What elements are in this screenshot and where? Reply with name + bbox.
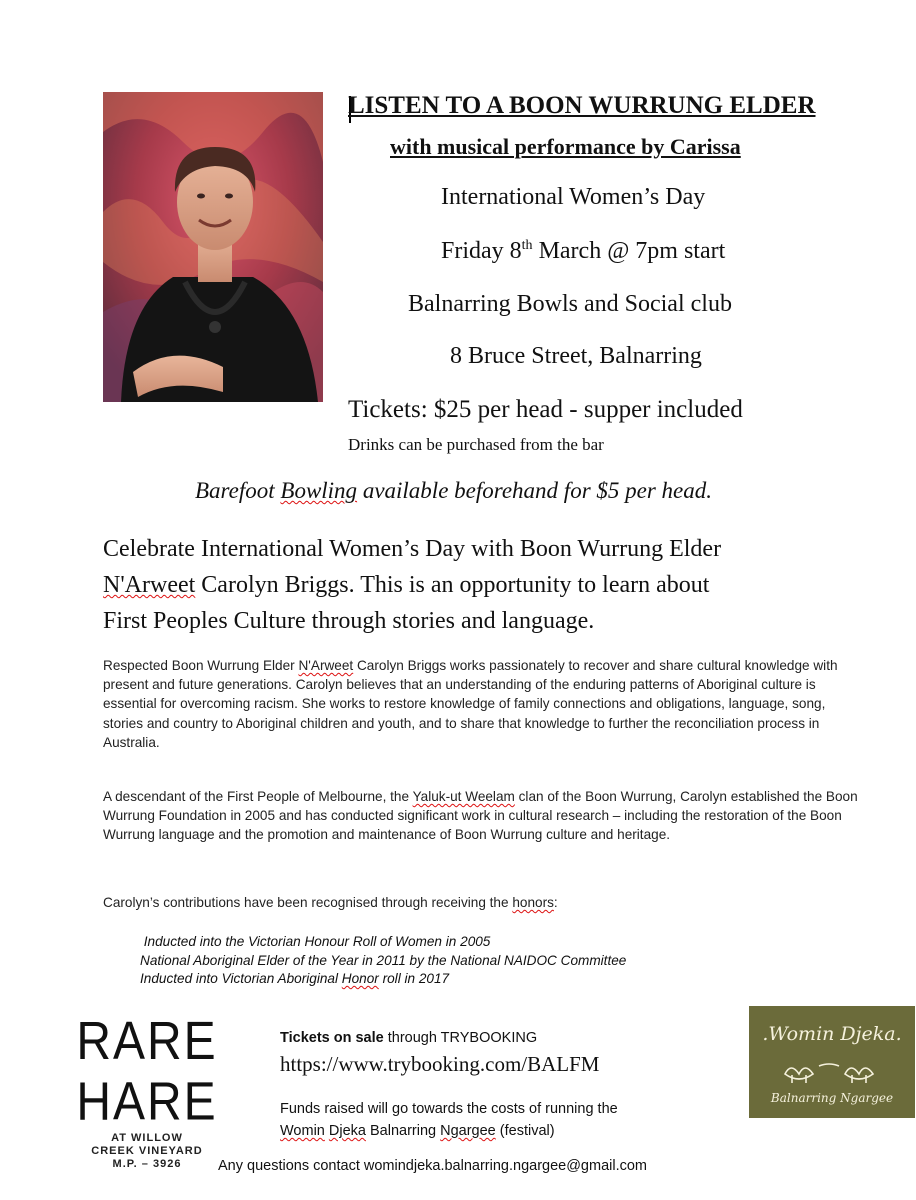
funds-mid: Balnarring bbox=[365, 1123, 441, 1139]
barefoot-word: Barefoot bbox=[195, 478, 275, 503]
event-address: 8 Bruce Street, Balnarring bbox=[450, 343, 702, 369]
funds-word-djeka: Djeka bbox=[328, 1123, 366, 1139]
tickets-on-sale bbox=[280, 1030, 537, 1046]
drinks-note: Drinks can be purchased from the bar bbox=[348, 435, 604, 454]
trybooking-link[interactable]: https://www.trybooking.com/BALFM bbox=[280, 1052, 600, 1076]
womin-djeka-logo bbox=[749, 1006, 915, 1118]
elder-portrait-photo bbox=[103, 92, 323, 402]
honor-3-start: Inducted into Victorian Aboriginal bbox=[140, 971, 342, 987]
funds-end: (festival) bbox=[495, 1123, 555, 1139]
honor-3-end: roll in 2017 bbox=[378, 971, 450, 987]
bio-p3-end: : bbox=[553, 895, 558, 910]
rare-hare-line-3: M.P. – 3926 bbox=[112, 1158, 182, 1170]
lead-line-2 bbox=[103, 567, 863, 603]
event-subtitle: with musical performance by Carissa bbox=[390, 134, 741, 159]
lead-name-word: N'Arweet bbox=[103, 572, 196, 598]
ticket-price: Tickets: $25 per head - supper included bbox=[348, 396, 743, 423]
tickets-on-sale-rest: through TRYBOOKING bbox=[383, 1030, 538, 1046]
barefoot-rest: available beforehand for $5 per head. bbox=[357, 478, 713, 503]
womin-djeka-logo-title: .Womin Djeka. bbox=[762, 1023, 902, 1045]
honor-3-word: Honor bbox=[341, 971, 379, 987]
lead-line-1: Celebrate International Women’s Day with Boon Wurrung Elder bbox=[103, 536, 722, 562]
rare-hare-logo-name: RARE HARE bbox=[76, 1012, 218, 1132]
bio-p2-rest: clan of the Boon Wurrung, Carolyn established the Boon Wurrung Foundation in 2005 and has conducted significant work in cultural research – including the restoration of the Boon Wurrung language and the promotion and maintenance of Boon Wurrung culture and heritage. bbox=[103, 789, 858, 843]
event-date-rest: March @ 7pm start bbox=[532, 238, 726, 264]
funds-line-1: Funds raised will go towards the costs of running the bbox=[280, 1101, 618, 1117]
bio-p1-start: Respected Boon Wurrung Elder bbox=[103, 658, 299, 673]
bio-p1-rest: Carolyn Briggs works passionately to recover and share cultural knowledge with present and future generations. Carolyn believes that an understanding of the enduring patterns of Aboriginal culture is essential for overcoming racism. She works to restore knowledge of family connections and obligations, language, song, stories and country to Aboriginal children and youth, and to share that knowledge to further the reconciliation process in Australia. bbox=[103, 658, 838, 750]
event-title: LISTEN TO A BOON WURRUNG ELDER bbox=[348, 92, 816, 119]
bio-p2-start: A descendant of the First People of Melbourne, the bbox=[103, 789, 413, 804]
funds-note bbox=[280, 1098, 618, 1142]
bio-p2-clan: Yaluk-ut Weelam bbox=[412, 789, 515, 804]
tickets-on-sale-bold: Tickets on sale bbox=[280, 1030, 384, 1046]
bowling-word: Bowling bbox=[280, 478, 358, 503]
honor-item-1: Inducted into the Victorian Honour Roll of Women in 2005 bbox=[140, 934, 491, 949]
event-date-day: Friday 8 bbox=[441, 238, 522, 264]
funds-word-ngargee: Ngargee bbox=[440, 1123, 496, 1139]
contact-email[interactable]: Any questions contact womindjeka.balnarring.ngargee@gmail.com bbox=[218, 1158, 648, 1174]
rare-hare-logo bbox=[28, 1012, 266, 1171]
bio-paragraph-1 bbox=[103, 656, 863, 752]
honor-item-2: National Aboriginal Elder of the Year in 2011 by the National NAIDOC Committee bbox=[140, 952, 627, 968]
honors-list bbox=[140, 933, 626, 989]
event-venue: Balnarring Bowls and Social club bbox=[408, 291, 732, 317]
event-date-suffix: th bbox=[521, 238, 533, 253]
bio-paragraph-2 bbox=[103, 787, 863, 845]
rare-hare-line-2: CREEK VINEYARD bbox=[91, 1145, 203, 1157]
bio-p1-name: N'Arweet bbox=[298, 658, 354, 673]
rare-hare-line-1: AT WILLOW bbox=[111, 1132, 183, 1144]
lead-line-3: First Peoples Culture through stories and language. bbox=[103, 608, 595, 634]
funds-line-2 bbox=[280, 1120, 618, 1142]
lead-line-2-rest: Carolyn Briggs. This is an opportunity to learn about bbox=[195, 572, 710, 598]
event-occasion: International Women’s Day bbox=[441, 184, 706, 210]
lead-paragraph bbox=[103, 531, 863, 639]
funds-word-womin: Womin bbox=[280, 1123, 325, 1139]
event-date bbox=[441, 238, 725, 265]
bio-p3-start: Carolyn’s contributions have been recognised through receiving the bbox=[103, 895, 513, 910]
honor-item-3 bbox=[140, 970, 626, 989]
bio-p3-word: honors bbox=[512, 895, 554, 910]
barefoot-bowling-note bbox=[195, 478, 712, 504]
womin-djeka-logo-subtitle: Balnarring Ngargee bbox=[770, 1091, 894, 1105]
bio-paragraph-3 bbox=[103, 893, 863, 912]
